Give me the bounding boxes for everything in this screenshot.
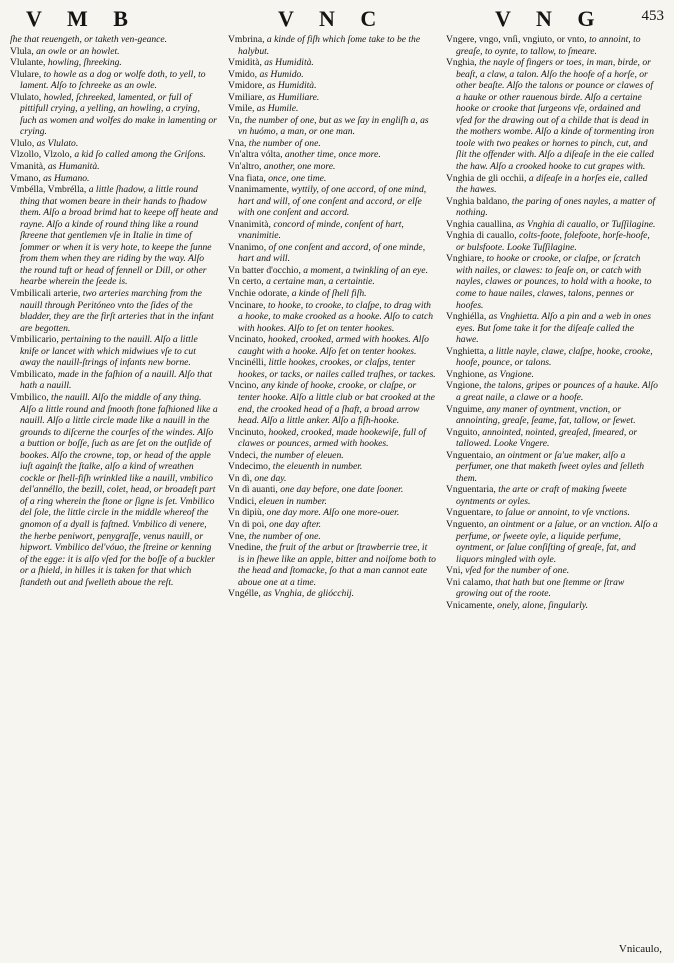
entry-headword: Vna, bbox=[228, 137, 247, 149]
entry-definition: onely, alone, ſingularly. bbox=[497, 599, 589, 611]
entry-headword: Vnguentaio, bbox=[446, 449, 494, 461]
dictionary-entry bbox=[446, 230, 658, 253]
dictionary-entry bbox=[446, 577, 658, 600]
entry-definition: as Vnghietta. Alſo a pin and a web in ones eyes. But ſome take it for the diſeaſe called the hawe. bbox=[456, 311, 652, 346]
entry-headword: Vni calamo, bbox=[446, 576, 493, 588]
entry-definition: made in the faſhion of a nauill. Alſo that hath a nauill. bbox=[20, 368, 213, 392]
dictionary-entry bbox=[228, 473, 436, 485]
entry-headword: Vngélle, bbox=[228, 588, 261, 600]
entry-headword: Vnanimamente, bbox=[228, 184, 290, 196]
entry-headword: Vmano, bbox=[10, 172, 41, 184]
entry-definition: as Humiliare. bbox=[266, 91, 320, 103]
dictionary-entry bbox=[228, 138, 436, 150]
dictionary-entry bbox=[10, 369, 218, 392]
entry-definition: wyttily, of one accord, of one mind, hart and will, of one conſent and accord, or elſe with one conſent and accord. bbox=[238, 184, 427, 219]
entry-headword: Vnghia baldano, bbox=[446, 195, 510, 207]
dictionary-entry bbox=[228, 69, 436, 81]
entry-definition: to hooke, to crooke, to claſpe, to drag with a hooke, to make crooked as a hooke. Alſo to catch with hookes. Alſo to ſet on tenter hookes. bbox=[238, 299, 434, 334]
dictionary-entry bbox=[228, 288, 436, 300]
dictionary-entry bbox=[446, 311, 658, 346]
entry-definition: as Vnghia, de gliócchij. bbox=[263, 588, 355, 600]
entry-definition: as Vnghia di cauallo, or Tuſſilagine. bbox=[516, 218, 656, 230]
entry-definition: the talons, gripes or pounces of a hauke. Alſo a great naile, a clawe or a hoofe. bbox=[456, 380, 658, 403]
entry-headword: Vnguentare, bbox=[446, 507, 494, 519]
entry-definition: to hooke or crooke, or claſpe, or ſcratch with nailes, or clawes: to ſeaſe on, or catch with nayles, clawes or pounces, to hold with a hooke, to come to haue nailes, clawes, talons, pennes or hoofes. bbox=[456, 253, 652, 311]
entry-definition: as Vlulato. bbox=[36, 137, 79, 149]
entry-definition: a kinde of ſhell fiſh. bbox=[291, 288, 367, 300]
dictionary-entry bbox=[446, 507, 658, 519]
dictionary-entry bbox=[228, 219, 436, 242]
entry-definition: a kid ſo called among the Griſons. bbox=[74, 149, 206, 161]
column-2 bbox=[228, 34, 436, 600]
entry-definition: one day more. Alſo one more-ouer. bbox=[266, 507, 400, 519]
entry-headword: Vmbilicali arterie, bbox=[10, 288, 81, 300]
entry-headword: Vn dipiù, bbox=[228, 507, 265, 519]
dictionary-entry bbox=[228, 149, 436, 161]
entry-headword: Vnchie odorate, bbox=[228, 288, 290, 300]
entry-headword: Vnghia cauallina, bbox=[446, 218, 514, 230]
dictionary-entry bbox=[10, 392, 218, 588]
entry-headword: Vn dì auanti, bbox=[228, 484, 278, 496]
dictionary-entry bbox=[446, 565, 658, 577]
entry-definition: to howle as a dog or wolfe doth, to yell, to lament. Alſo to ſchreeke as an owle. bbox=[20, 68, 206, 92]
entry-headword: Vlulo, bbox=[10, 137, 35, 149]
entry-headword: Vn dì, bbox=[228, 472, 252, 484]
entry-definition: hooked, crooked, armed with hookes. Alſo caught with a hooke. Alſo ſet on tenter hookes. bbox=[238, 334, 429, 357]
entry-headword: Vncinare, bbox=[228, 299, 266, 311]
entry-headword: Vndecimo, bbox=[228, 461, 271, 473]
entry-headword: Vmbélla, Vmbrélla, bbox=[10, 184, 87, 196]
entry-headword: Vna fiata, bbox=[228, 172, 266, 184]
column-1 bbox=[10, 34, 218, 588]
entry-definition: an ointment or a ſalue, or an vnction. Alſo a perfume, or ſweete oyle, a liquide perfume, oyntment, or ſalue conſiſting of greaſe, fat, and liquors mingled with oyle. bbox=[456, 518, 658, 565]
dictionary-entry bbox=[446, 346, 658, 369]
entry-headword: Vnghietta, bbox=[446, 345, 487, 357]
entry-headword: Vne, bbox=[228, 530, 247, 542]
dictionary-entry bbox=[10, 288, 218, 334]
entry-headword: Vnghia di cauallo, bbox=[446, 230, 517, 242]
entry-headword: Vnguento, bbox=[446, 518, 487, 530]
entry-definition: as Humido. bbox=[259, 68, 304, 80]
dictionary-entry bbox=[228, 357, 436, 380]
entry-definition: the fruit of the arbut or ſtrawberrie tree, it is in ſhewe like an apple, bitter and noiſome both to the head and ſtomacke, ſo that a man cannot eate aboue one at a time. bbox=[238, 542, 436, 588]
dictionary-entry bbox=[446, 173, 658, 196]
entry-definition: the eleuenth in number. bbox=[272, 461, 363, 473]
dictionary-entry bbox=[446, 519, 658, 565]
entry-headword: Vlulato, bbox=[10, 91, 42, 103]
entry-definition: any kinde of hooke, crooke, or claſpe, or tenter hooke. Alſo a little club or bat crooked at the end, the crooked head of a ſhaft, a broad arrow head. Alſo a little anker. Alſo a fiſh-hooke. bbox=[238, 380, 435, 427]
entry-definition: the paring of ones nayles, a matter of nothing. bbox=[456, 195, 656, 219]
page-number: 453 bbox=[641, 8, 664, 24]
entry-definition: that hath but one ſtemme or ſtraw growing out of the roote. bbox=[456, 576, 625, 600]
dictionary-entry bbox=[10, 92, 218, 138]
dictionary-entry bbox=[228, 531, 436, 543]
entry-headword: Vnanimo, bbox=[228, 241, 267, 253]
entry-headword: Vnghia, bbox=[446, 57, 477, 69]
dictionary-entry bbox=[228, 588, 436, 600]
entry-headword: Vn, bbox=[228, 114, 243, 126]
entry-definition: as Humidità. bbox=[266, 80, 317, 92]
entry-definition: of one conſent and accord, of one minde, hart and will. bbox=[238, 241, 426, 265]
entry-definition: an ointment or ſa'ue maker, alſo a perfumer, one that maketh ſweet oyles and ſelleth them. bbox=[456, 449, 645, 484]
dictionary-entry bbox=[228, 461, 436, 473]
entry-definition: a little nayle, clawe, claſpe, hooke, crooke, hoofe, pounce, or talons. bbox=[456, 345, 653, 369]
entry-definition: a little ſhadow, a little round thing that women beare in their hands to ſhadow them. Alſo a broad brimd hat to keepe off heate and rayne. Alſo a kinde of round thing like a round ſkreene that gentlemen vſe in Italie in time of ſommer or when it is very hote, to keepe the ſunne from them when they are riding by the way. Alſo the round tuft or head of fennell or Dill, or other hearbe wherein the ſeede is. bbox=[20, 184, 218, 288]
dictionary-entry bbox=[228, 450, 436, 462]
entry-headword: Vnghione, bbox=[446, 368, 487, 380]
dictionary-entry bbox=[10, 69, 218, 92]
dictionary-entry bbox=[228, 265, 436, 277]
dictionary-entry bbox=[228, 242, 436, 265]
entry-headword: Vncino, bbox=[228, 380, 259, 392]
entry-headword: Vn'altro, bbox=[228, 161, 262, 173]
entry-headword: Vlzollo, Vlzolo, bbox=[10, 149, 72, 161]
entry-headword: Vni, bbox=[446, 565, 463, 577]
entry-definition: as Humile. bbox=[256, 103, 299, 115]
entry-headword: Vndeci, bbox=[228, 449, 259, 461]
dictionary-entry bbox=[446, 380, 658, 403]
dictionary-entry bbox=[446, 253, 658, 311]
entry-definition: vſed for the number of one. bbox=[465, 565, 570, 577]
entry-headword: Vncinélli, bbox=[228, 357, 267, 369]
dictionary-entry bbox=[228, 173, 436, 185]
dictionary-entry bbox=[228, 34, 436, 57]
entry-definition: one day before, one date ſooner. bbox=[280, 484, 404, 496]
entry-definition: ſhe that reuengeth, or taketh ven-geance. bbox=[10, 34, 168, 45]
dictionary-entry bbox=[228, 427, 436, 450]
dictionary-entry bbox=[10, 138, 218, 150]
dictionary-entry bbox=[446, 369, 658, 381]
dictionary-entry bbox=[446, 34, 658, 57]
entry-definition: two arteries marching from the nauill through Peritóneo vnto the ſides of the bladder, they are the firſt arteries that in the infant are begotten. bbox=[20, 288, 214, 334]
dictionary-entry bbox=[228, 80, 436, 92]
dictionary-entry bbox=[228, 334, 436, 357]
entry-definition: the number of one. bbox=[248, 530, 321, 542]
entry-headword: Vnguime, bbox=[446, 403, 485, 415]
dictionary-entry bbox=[446, 219, 658, 231]
entry-headword: Vnghiélla, bbox=[446, 311, 487, 323]
dictionary-entry bbox=[228, 161, 436, 173]
entry-definition: an owle or an howlet. bbox=[36, 45, 120, 57]
entry-definition: hooked, crooked, made hookewiſe, full of clawes or pounces, armed with hookes. bbox=[238, 426, 426, 450]
entry-headword: Vlulare, bbox=[10, 68, 42, 80]
entry-definition: to ſalue or annoint, to vſe vnctions. bbox=[495, 507, 630, 519]
entry-headword: Vngione, bbox=[446, 380, 482, 392]
dictionary-entry bbox=[10, 173, 218, 185]
entry-definition: pertaining to the nauill. Alſo a little knife or lancet with which midwiues vſe to cut away the nauill-ſtrings of infants new borne. bbox=[20, 334, 198, 369]
entry-headword: Vmidità, bbox=[228, 57, 262, 69]
header-right: V N G bbox=[495, 6, 605, 31]
entry-definition: any maner of oyntment, vnction, or annointing, greaſe, ſeame, fat, tallow, or ſewet. bbox=[456, 403, 636, 427]
entry-headword: Vn'altra vólta, bbox=[228, 149, 283, 161]
running-header bbox=[0, 6, 674, 31]
entry-headword: Vnghia de gli occhii, bbox=[446, 172, 527, 184]
entry-headword: Vnanimità, bbox=[228, 218, 271, 230]
dictionary-entry bbox=[446, 196, 658, 219]
entry-definition: as Humidità. bbox=[264, 57, 314, 69]
dictionary-entry bbox=[228, 380, 436, 426]
entry-definition: eleuen in number. bbox=[258, 495, 327, 507]
entry-headword: Vmiliare, bbox=[228, 91, 265, 103]
entry-headword: Vnicamente, bbox=[446, 599, 495, 611]
dictionary-entry bbox=[10, 57, 218, 69]
entry-headword: Vnghiare, bbox=[446, 253, 485, 265]
entry-definition: the number of one. bbox=[248, 137, 321, 149]
entry-headword: Vmbilicario, bbox=[10, 334, 59, 346]
catchword: Vnicaulo, bbox=[618, 943, 662, 955]
entry-headword: Vmbilico, bbox=[10, 391, 49, 403]
entry-definition: a certaine man, a certaintie. bbox=[266, 276, 375, 288]
entry-definition: one day after. bbox=[269, 518, 322, 530]
entry-headword: Vnguentaria, bbox=[446, 484, 496, 496]
entry-definition: the nayle of fingers or toes, in man, birde, or beaſt, a claw, a talon. Alſo the hoofe of a horſe, or other beaſte. Alſo the talons or pounce or clawes of a hauke or other rauenous birde. Alſo a certaine hooke or crooke that ſurgeons vſe, ordained and vſed for the drawing out of a childe that is dead in the mothers wombe. Alſo a kinde of tormenting iron toole with two peakes or hornes to pinch, cut, and ſlit the offender with. Alſo a diſeaſe in the eie called the haw. Alſo a crooked hooke to cut grapes with. bbox=[456, 57, 654, 173]
dictionary-entry bbox=[228, 184, 436, 219]
header-left: V M B bbox=[26, 6, 138, 31]
entry-headword: Vnguito, bbox=[446, 426, 480, 438]
entry-headword: Vlulante, bbox=[10, 57, 46, 69]
dictionary-entry bbox=[446, 600, 658, 612]
entry-definition: concord of minde, conſent of hart, vnanimitie. bbox=[238, 218, 404, 242]
entry-definition: as Humanità. bbox=[47, 161, 100, 173]
entry-headword: Vmido, bbox=[228, 68, 258, 80]
entry-definition: one day. bbox=[254, 472, 287, 484]
dictionary-entry bbox=[10, 46, 218, 58]
dictionary-entry bbox=[228, 115, 436, 138]
entry-headword: Vmbrina, bbox=[228, 34, 265, 45]
entry-definition: the number of one, but as we ſay in engliſh a, as vn huómo, a man, or one man. bbox=[238, 114, 429, 138]
entry-definition: to annoint, to greaſe, to oynte, to tallow, to ſmeare. bbox=[456, 34, 641, 57]
dictionary-entry bbox=[228, 496, 436, 508]
entry-headword: Vn batter d'occhio, bbox=[228, 264, 301, 276]
entry-definition: the number of eleuen. bbox=[260, 449, 344, 461]
dictionary-entry bbox=[10, 184, 218, 288]
entry-definition: howled, ſchreeked, lamented, or full of pittifull crying, a yelling, an howling, a crying, ſuch as women and wolfes do make in lamenting or crying. bbox=[20, 91, 217, 138]
dictionary-entry bbox=[228, 507, 436, 519]
dictionary-entry bbox=[10, 149, 218, 161]
entry-headword: Vlula, bbox=[10, 45, 34, 57]
dictionary-entry bbox=[446, 427, 658, 450]
entry-headword: Vmbilicato, bbox=[10, 368, 56, 380]
dictionary-entry bbox=[10, 161, 218, 173]
entry-headword: Vnedine, bbox=[228, 542, 263, 554]
dictionary-entry bbox=[446, 450, 658, 485]
entry-definition: a diſeaſe in a horſes eie, called the hawes. bbox=[456, 172, 648, 196]
dictionary-entry bbox=[10, 34, 218, 46]
header-center: V N C bbox=[278, 6, 387, 31]
entry-definition: the nauill. Alſo the middle of any thing. Alſo a little round and ſmooth ſtone faſhioned like a nauill. Alſo a little circle made like a nauill in the grounds to diſcerne the courſes of the windes. Alſo a buttion or boſſe, ſuch as are ſet on the outſide of bookes. Alſo the crowne, top, or head of the apple iuſt againſt the ſtalke, alſo a kind of wreathen cockle or ſhell-fiſh wrinkled like a nauill, vmbilico del'annéllo, the bezill, colet, head, or broadeſt part of a ring wherein the ſtone or ſigne is ſet. Vmbilico del ſole, the little circle in the middle whereof the gnomon of a dyall is faſtned. Vmbilico di venere, the herbe peniwort, penygraſſe, venus nauill, or hipwort. Vmbilico del'vóuo, the ſtreine or kenning of the egge: it is alſo vſed for the boſſe of a buckler or a ſhield, in hilles it is taken for that which ſtandeth out and ſwelleth aboue the reſt. bbox=[20, 391, 218, 588]
entry-definition: another time, once more. bbox=[284, 149, 381, 161]
entry-definition: little hookes, crookes, or claſps, tenter hookes, or tacks, or nailes called traſhes, or tackes. bbox=[238, 357, 436, 380]
entry-headword: Vn di poi, bbox=[228, 518, 267, 530]
entry-headword: Vmidore, bbox=[228, 80, 265, 92]
entry-definition: colts-foote, folefoote, horſe-hoofe, or bulsfoote. Looke Tuſſilagine. bbox=[456, 230, 650, 253]
dictionary-entry bbox=[228, 103, 436, 115]
entry-definition: another, one more. bbox=[263, 161, 336, 173]
entry-definition: as Vngione. bbox=[488, 368, 534, 380]
entry-definition: annointed, nointed, greaſed, ſmeared, or tallowed. Looke Vngere. bbox=[456, 426, 638, 450]
dictionary-entry bbox=[446, 57, 658, 172]
dictionary-entry bbox=[228, 519, 436, 531]
dictionary-entry bbox=[446, 484, 658, 507]
dictionary-entry bbox=[228, 300, 436, 335]
entry-headword: Vngere, vngo, vnſi, vngiuto, or vnto, bbox=[446, 34, 587, 45]
dictionary-entry bbox=[228, 92, 436, 104]
entry-headword: Vndici, bbox=[228, 495, 257, 507]
column-3 bbox=[446, 34, 658, 611]
dictionary-entry bbox=[10, 334, 218, 369]
dictionary-entry bbox=[228, 276, 436, 288]
entry-definition: as Humano. bbox=[43, 172, 90, 184]
entry-headword: Vmile, bbox=[228, 103, 255, 115]
entry-headword: Vncinuto, bbox=[228, 426, 267, 438]
entry-definition: once, one time. bbox=[268, 172, 327, 184]
entry-definition: a moment, a twinkling of an eye. bbox=[303, 264, 428, 276]
dictionary-entry bbox=[228, 484, 436, 496]
entry-definition: howling, ſhreeking. bbox=[47, 57, 122, 69]
entry-headword: Vmanità, bbox=[10, 161, 46, 173]
entry-definition: a kinde of fiſh which ſome take to be the halybut. bbox=[238, 34, 421, 57]
entry-headword: Vncinato, bbox=[228, 334, 266, 346]
dictionary-entry bbox=[228, 57, 436, 69]
entry-headword: Vn certo, bbox=[228, 276, 264, 288]
entry-definition: the arte or craft of making ſweete oyntments or oyles. bbox=[456, 484, 627, 507]
dictionary-entry bbox=[446, 404, 658, 427]
dictionary-entry bbox=[228, 542, 436, 588]
